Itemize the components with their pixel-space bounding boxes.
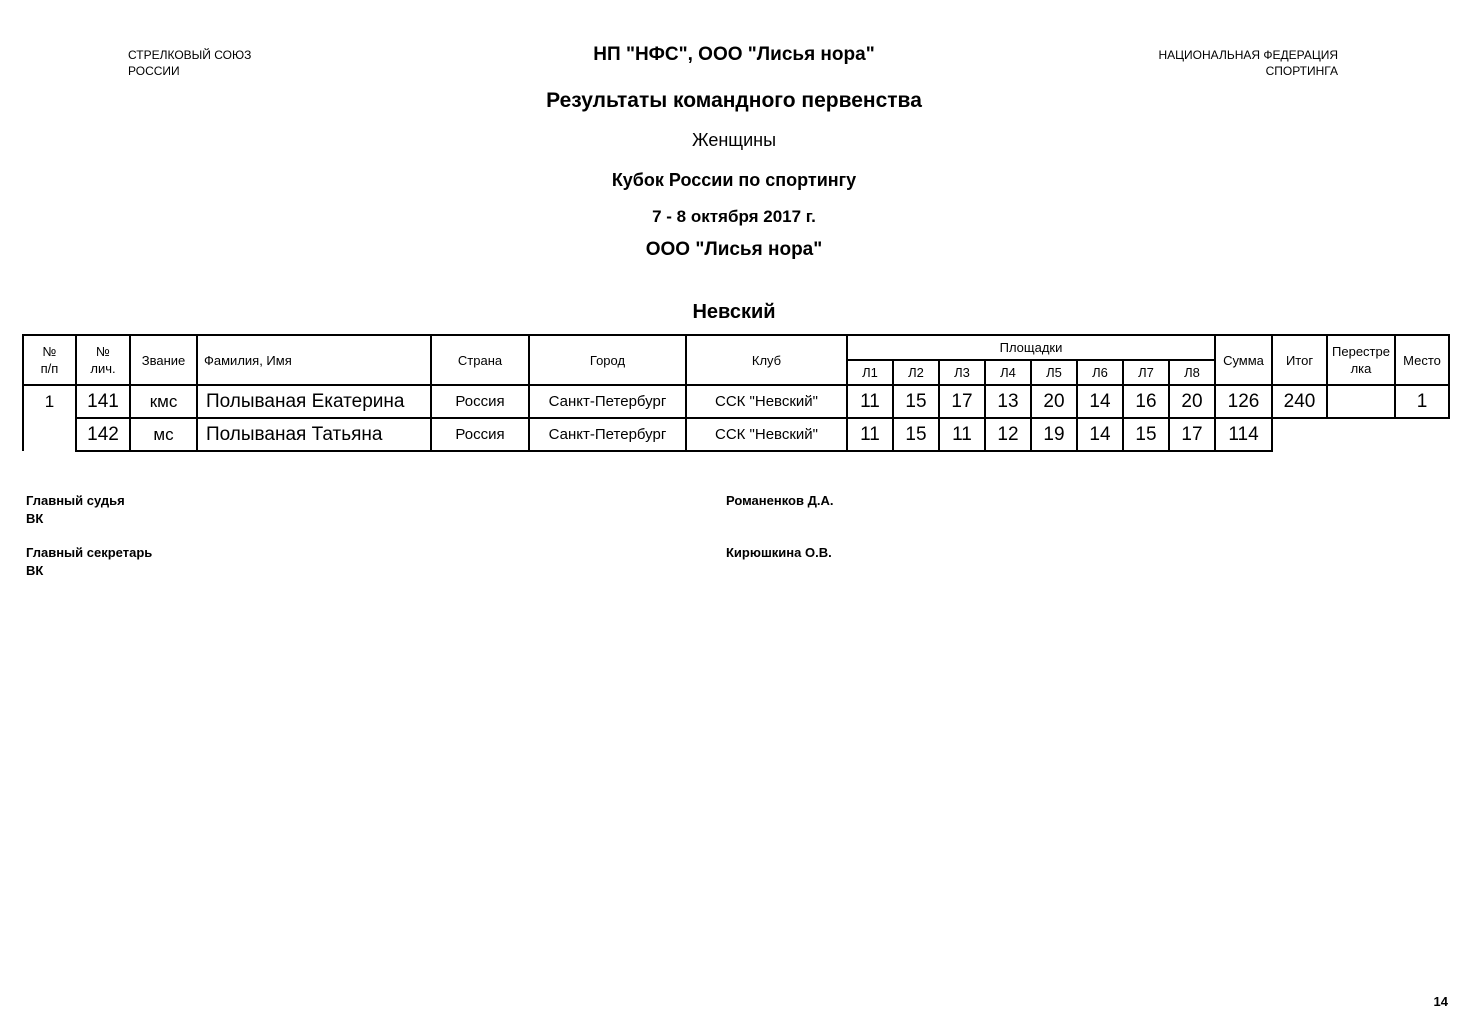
header-left-line1: СТРЕЛКОВЫЙ СОЮЗ	[128, 48, 252, 62]
col-header-name: Фамилия, Имя	[197, 335, 431, 385]
team-total: 240	[1272, 385, 1327, 418]
shooter-sum: 114	[1215, 418, 1272, 451]
empty-cell	[1327, 418, 1395, 451]
chief-judge-name: Романенков Д.А.	[726, 493, 834, 508]
col-header-total: Итог	[1272, 335, 1327, 385]
shooter-sum: 126	[1215, 385, 1272, 418]
range-score: 17	[1169, 418, 1215, 451]
range-score: 19	[1031, 418, 1077, 451]
range-score: 14	[1077, 418, 1123, 451]
col-header-num: № п/п	[23, 335, 76, 385]
event-venue: ООО "Лисья нора"	[645, 239, 823, 260]
col-header-rank: Звание	[130, 335, 197, 385]
range-score: 15	[1123, 418, 1169, 451]
range-header: Л1	[847, 360, 893, 385]
shooter-rank: мс	[130, 418, 197, 451]
col-header-sum: Сумма	[1215, 335, 1272, 385]
range-score: 13	[985, 385, 1031, 418]
header-right-line2: СПОРТИНГА	[1265, 64, 1338, 78]
team-place: 1	[1395, 385, 1449, 418]
shooter-city: Санкт-Петербург	[529, 385, 686, 418]
shooter-club: ССК "Невский"	[686, 385, 847, 418]
range-score: 15	[893, 418, 939, 451]
range-score: 11	[939, 418, 985, 451]
range-score: 20	[1031, 385, 1077, 418]
col-header-city: Город	[529, 335, 686, 385]
event-dates: 7 - 8 октября 2017 г.	[652, 207, 816, 226]
range-header: Л8	[1169, 360, 1215, 385]
team-name: Невский	[692, 301, 776, 323]
header-left-line2: РОССИИ	[128, 64, 180, 78]
shooter-id: 141	[76, 385, 130, 418]
range-header: Л5	[1031, 360, 1077, 385]
shooter-rank: кмс	[130, 385, 197, 418]
empty-cell	[1395, 418, 1449, 451]
range-score: 15	[893, 385, 939, 418]
header-row	[23, 335, 1449, 360]
chief-judge-category: ВК	[26, 511, 44, 526]
range-header: Л2	[893, 360, 939, 385]
team-place-number: 1	[23, 385, 76, 451]
page-number: 14	[1433, 994, 1448, 1009]
range-score: 17	[939, 385, 985, 418]
shooter-club: ССК "Невский"	[686, 418, 847, 451]
range-header: Л4	[985, 360, 1031, 385]
col-header-club: Клуб	[686, 335, 847, 385]
shootoff	[1327, 385, 1395, 418]
organizers: НП "НФС", ООО "Лисья нора"	[593, 44, 875, 65]
chief-secretary-name: Кирюшкина О.В.	[726, 545, 832, 560]
col-header-id: № лич.	[76, 335, 130, 385]
range-header: Л3	[939, 360, 985, 385]
col-header-place: Место	[1395, 335, 1449, 385]
range-score: 14	[1077, 385, 1123, 418]
table-row	[23, 385, 1449, 418]
range-score: 11	[847, 418, 893, 451]
range-score: 16	[1123, 385, 1169, 418]
chief-judge-block	[26, 492, 125, 528]
event-name: Кубок России по спортингу	[611, 170, 857, 190]
range-score: 20	[1169, 385, 1215, 418]
empty-cell	[1272, 418, 1327, 451]
category: Женщины	[691, 130, 777, 150]
col-header-ranges: Площадки	[847, 335, 1215, 360]
chief-secretary-title: Главный секретарь	[26, 545, 153, 560]
shooter-city: Санкт-Петербург	[529, 418, 686, 451]
header-right-line1: НАЦИОНАЛЬНАЯ ФЕДЕРАЦИЯ	[1158, 48, 1338, 62]
shooter-country: Россия	[431, 385, 529, 418]
shooter-country: Россия	[431, 418, 529, 451]
results-table	[22, 334, 1450, 452]
range-score: 11	[847, 385, 893, 418]
chief-secretary-category: ВК	[26, 563, 44, 578]
range-header: Л6	[1077, 360, 1123, 385]
shooter-name: Полываная Татьяна	[197, 418, 431, 451]
range-score: 12	[985, 418, 1031, 451]
page-title: Результаты командного первенства	[546, 89, 922, 112]
table-row	[23, 418, 1449, 451]
range-header: Л7	[1123, 360, 1169, 385]
col-header-shootoff: Перестре лка	[1327, 335, 1395, 385]
chief-secretary-block	[26, 544, 152, 580]
chief-judge-title: Главный судья	[26, 493, 125, 508]
shooter-id: 142	[76, 418, 130, 451]
shooter-name: Полываная Екатерина	[197, 385, 431, 418]
col-header-country: Страна	[431, 335, 529, 385]
